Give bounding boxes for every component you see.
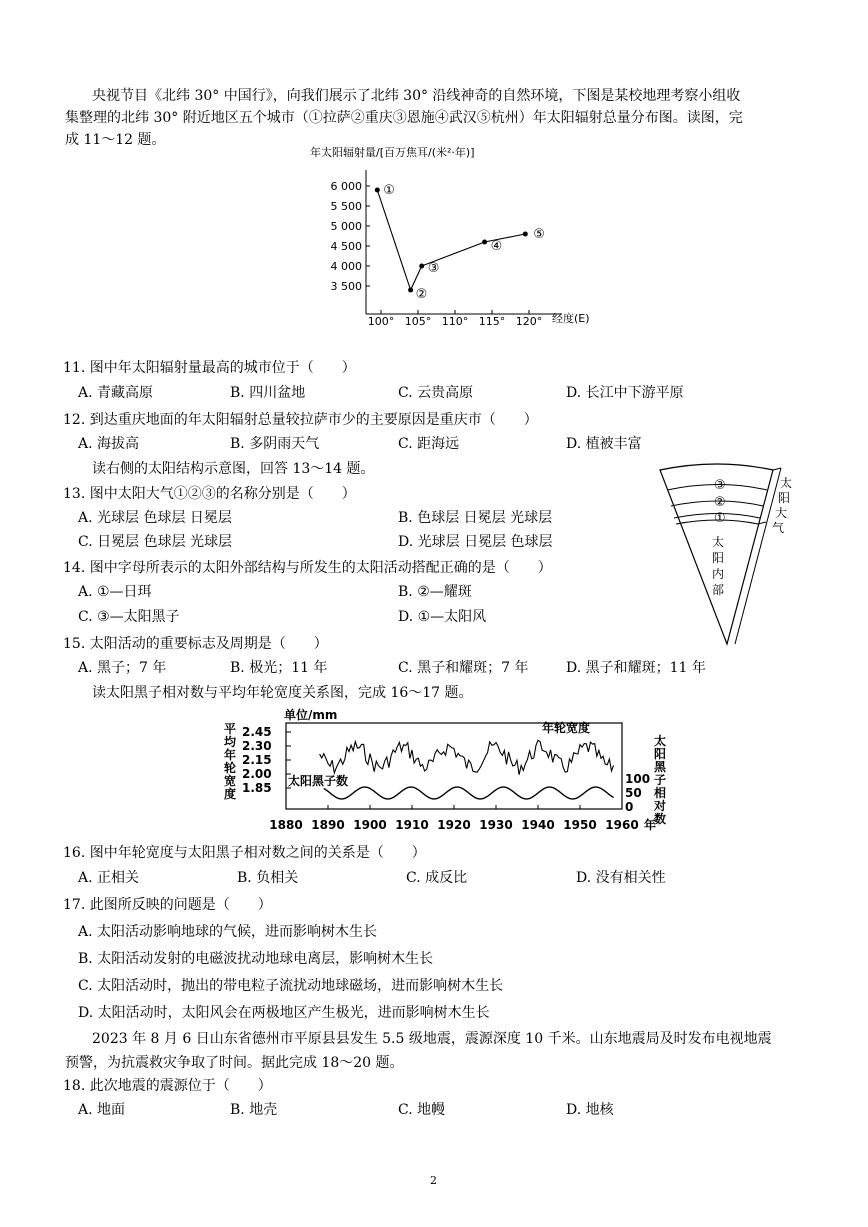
- intro-earthquake-line-1: 2023 年 8 月 6 日山东省德州市平原县县发生 5.5 级地震，震源深度 10 千米。山东地震局及时发布电视地震: [92, 1031, 772, 1047]
- q11-option-a[interactable]: A. 青藏高原: [78, 385, 154, 401]
- tree-xtick-label: 1940: [521, 818, 555, 832]
- radiation-chart: [300, 142, 620, 337]
- radiation-chart-ylabel: 年太阳辐射量/[百万焦耳/(米²·年)]: [310, 146, 475, 159]
- layer-label-2: ②: [714, 495, 726, 510]
- tree-left-axis-label-char: 平: [224, 722, 237, 736]
- tree-left-tick-label: 2.45: [242, 725, 272, 739]
- sun-structure-diagram: [655, 462, 795, 652]
- radiation-point-label: ④: [490, 239, 503, 254]
- inner-label-char-4: 部: [712, 583, 725, 597]
- tree-right-axis-label-char: 相: [654, 786, 667, 800]
- q15-stem: 15. 太阳活动的重要标志及周期是（ ）: [63, 636, 328, 652]
- radiation-line-segment: [377, 190, 410, 290]
- q18-option-a[interactable]: A. 地面: [78, 1102, 126, 1118]
- tree-left-tick-label: 2.00: [242, 767, 272, 781]
- q12-option-b[interactable]: B. 多阴雨天气: [230, 436, 320, 452]
- inner-label-char-1: 太: [712, 535, 725, 549]
- q18-stem: 18. 此次地震的震源位于（ ）: [63, 1078, 272, 1094]
- q14-option-d[interactable]: D. ①—太阳风: [398, 609, 487, 625]
- tree-xtick-label: 1910: [395, 818, 429, 832]
- tree-xtick-label: 1880: [269, 818, 303, 832]
- tree-xtick-label: 1930: [479, 818, 513, 832]
- radiation-point: [482, 240, 487, 245]
- q11-option-d[interactable]: D. 长江中下游平原: [566, 385, 684, 401]
- tree-right-tick-label: 0: [625, 800, 634, 814]
- series-sunspot-number: [324, 787, 614, 799]
- radiation-point-label: ⑤: [533, 227, 545, 242]
- tree-right-axis-label-char: 太: [654, 734, 667, 748]
- tree-chart-unit: 单位/mm: [284, 708, 338, 722]
- tree-left-tick-label: 2.30: [242, 739, 272, 753]
- q13-option-a[interactable]: A. 光球层 色球层 日冕层: [78, 510, 232, 526]
- tree-right-tick-label: 50: [625, 786, 642, 800]
- q18-option-d[interactable]: D. 地核: [566, 1102, 614, 1118]
- radiation-ytick-label: 5 000: [330, 220, 362, 233]
- intro-line-2: 集整理的北纬 30° 附近地区五个城市（①拉萨②重庆③恩施④武汉⑤杭州）年太阳辐射总量分布图。读图，完: [65, 110, 743, 126]
- tree-right-axis-label-char: 阳: [654, 747, 667, 761]
- tree-right-axis-label-char: 黑: [654, 760, 667, 774]
- outer-label-char-4: 气: [772, 521, 785, 535]
- q17-option-a[interactable]: A. 太阳活动影响地球的气候，进而影响树木生长: [78, 924, 378, 940]
- q17-stem: 17. 此图所反映的问题是（ ）: [63, 897, 272, 913]
- q12-option-d[interactable]: D. 植被丰富: [566, 436, 642, 452]
- outer-label-char-1: 太: [780, 476, 793, 490]
- q13-stem: 13. 图中太阳大气①②③的名称分别是（ ）: [63, 486, 356, 502]
- radiation-ytick-label: 4 000: [330, 260, 362, 273]
- radiation-point-label: ③: [427, 261, 440, 276]
- q11-stem: 11. 图中年太阳辐射量最高的城市位于（ ）: [63, 360, 356, 376]
- tree-left-tick-label: 1.85: [242, 781, 272, 795]
- radiation-xtick-label: 120°: [515, 315, 543, 328]
- q12-option-c[interactable]: C. 距海远: [398, 436, 460, 452]
- q13-option-d[interactable]: D. 光球层 日冕层 色球层: [398, 534, 553, 550]
- q16-option-b[interactable]: B. 负相关: [237, 870, 299, 886]
- radiation-ytick-label: 5 500: [330, 200, 362, 213]
- radiation-point: [523, 232, 528, 237]
- q18-option-c[interactable]: C. 地幔: [398, 1102, 446, 1118]
- radiation-point: [375, 188, 380, 193]
- page-number: 2: [430, 1174, 437, 1187]
- tree-left-axis-label-char: 均: [224, 735, 237, 749]
- radiation-xtick-label: 110°: [441, 315, 469, 328]
- tree-left-axis-label-char: 年: [224, 748, 237, 762]
- radiation-xtick-label: 105°: [404, 315, 432, 328]
- intro-sun-structure: 读右侧的太阳结构示意图，回答 13～14 题。: [92, 461, 375, 477]
- atmosphere-bracket: [735, 468, 781, 644]
- tree-right-tick-label: 100: [625, 772, 651, 786]
- q14-option-a[interactable]: A. ①—日珥: [78, 584, 152, 600]
- tree-xtick-label: 1920: [437, 818, 471, 832]
- radiation-ytick-label: 6 000: [330, 180, 362, 193]
- radiation-point-label: ①: [383, 183, 395, 198]
- q15-option-c[interactable]: C. 黑子和耀斑；7 年: [398, 660, 529, 676]
- tree-left-axis-label-char: 轮: [224, 761, 237, 775]
- q15-option-d[interactable]: D. 黑子和耀斑；11 年: [566, 660, 706, 676]
- tree-ring-chart: [220, 705, 680, 835]
- legend-sunspot-number: 太阳黑子数: [288, 774, 349, 788]
- layer-label-1: ①: [714, 511, 726, 526]
- tree-right-axis-label-char: 数: [654, 812, 667, 826]
- q14-option-c[interactable]: C. ③—太阳黑子: [78, 609, 180, 625]
- tree-left-axis-label-char: 度: [224, 787, 237, 801]
- layer-label-3: ③: [714, 478, 726, 493]
- inner-label-char-2: 阳: [712, 551, 725, 565]
- outer-label-char-2: 阳: [778, 491, 791, 505]
- radiation-ytick-label: 3 500: [330, 280, 362, 293]
- q17-option-d[interactable]: D. 太阳活动时，太阳风会在两极地区产生极光，进而影响树木生长: [78, 1005, 490, 1021]
- tree-xtick-label: 1890: [311, 818, 345, 832]
- q16-option-a[interactable]: A. 正相关: [78, 870, 140, 886]
- series-tree-ring-width: [320, 740, 614, 774]
- q18-option-b[interactable]: B. 地壳: [230, 1102, 278, 1118]
- intro-tree-ring: 读太阳黑子相对数与平均年轮宽度关系图，完成 16～17 题。: [92, 685, 473, 701]
- q15-option-a[interactable]: A. 黑子；7 年: [78, 660, 167, 676]
- tree-right-axis-label-char: 对: [654, 799, 667, 813]
- tree-xtick-label: 1960: [605, 818, 639, 832]
- inner-label-char-3: 内: [712, 567, 725, 581]
- outer-label-char-3: 大: [775, 506, 788, 520]
- q15-option-b[interactable]: B. 极光；11 年: [230, 660, 328, 676]
- tree-right-axis-label-char: 子: [654, 773, 667, 787]
- radiation-chart-xlabel: 经度(E): [552, 312, 590, 325]
- tree-left-tick-label: 2.15: [242, 753, 272, 767]
- q16-stem: 16. 图中年轮宽度与太阳黑子相对数之间的关系是（ ）: [63, 845, 426, 861]
- tree-chart-x-unit: 年: [644, 818, 657, 832]
- tree-xtick-label: 1950: [563, 818, 597, 832]
- q11-option-b[interactable]: B. 四川盆地: [230, 385, 306, 401]
- radiation-point: [408, 288, 413, 293]
- q13-option-c[interactable]: C. 日冕层 色球层 光球层: [78, 534, 233, 550]
- q12-option-a[interactable]: A. 海拔高: [78, 436, 140, 452]
- tree-left-axis-label-char: 宽: [224, 774, 237, 788]
- tree-chart-frame: [286, 723, 622, 809]
- radiation-point-label: ②: [415, 287, 428, 302]
- q13-option-b[interactable]: B. 色球层 日冕层 光球层: [398, 510, 553, 526]
- q17-option-c[interactable]: C. 太阳活动时，抛出的带电粒子流扰动地球磁场，进而影响树木生长: [78, 978, 504, 994]
- intro-line-1: 央视节目《北纬 30° 中国行》，向我们展示了北纬 30° 沿线神奇的自然环境，下图是某校地理考察小组收: [92, 88, 741, 104]
- radiation-point: [419, 264, 424, 269]
- q17-option-b[interactable]: B. 太阳活动发射的电磁波扰动地球电离层，影响树木生长: [78, 951, 434, 967]
- q12-stem: 12. 到达重庆地面的年太阳辐射总量较拉萨市少的主要原因是重庆市（ ）: [63, 412, 538, 428]
- q14-option-b[interactable]: B. ②—耀斑: [398, 584, 472, 600]
- radiation-xtick-label: 115°: [478, 315, 506, 328]
- tree-xtick-label: 1900: [353, 818, 387, 832]
- q14-stem: 14. 图中字母所表示的太阳外部结构与所发生的太阳活动搭配正确的是（ ）: [63, 560, 552, 576]
- radiation-xtick-label: 100°: [367, 315, 395, 328]
- q16-option-d[interactable]: D. 没有相关性: [576, 870, 666, 886]
- radiation-ytick-label: 4 500: [330, 240, 362, 253]
- q16-option-c[interactable]: C. 成反比: [406, 870, 468, 886]
- legend-tree-ring-width: 年轮宽度: [542, 721, 591, 735]
- q11-option-c[interactable]: C. 云贵高原: [398, 385, 474, 401]
- intro-line-3: 成 11～12 题。: [65, 132, 166, 148]
- intro-earthquake-line-2: 预警，为抗震救灾争取了时间。据此完成 18～20 题。: [65, 1055, 404, 1071]
